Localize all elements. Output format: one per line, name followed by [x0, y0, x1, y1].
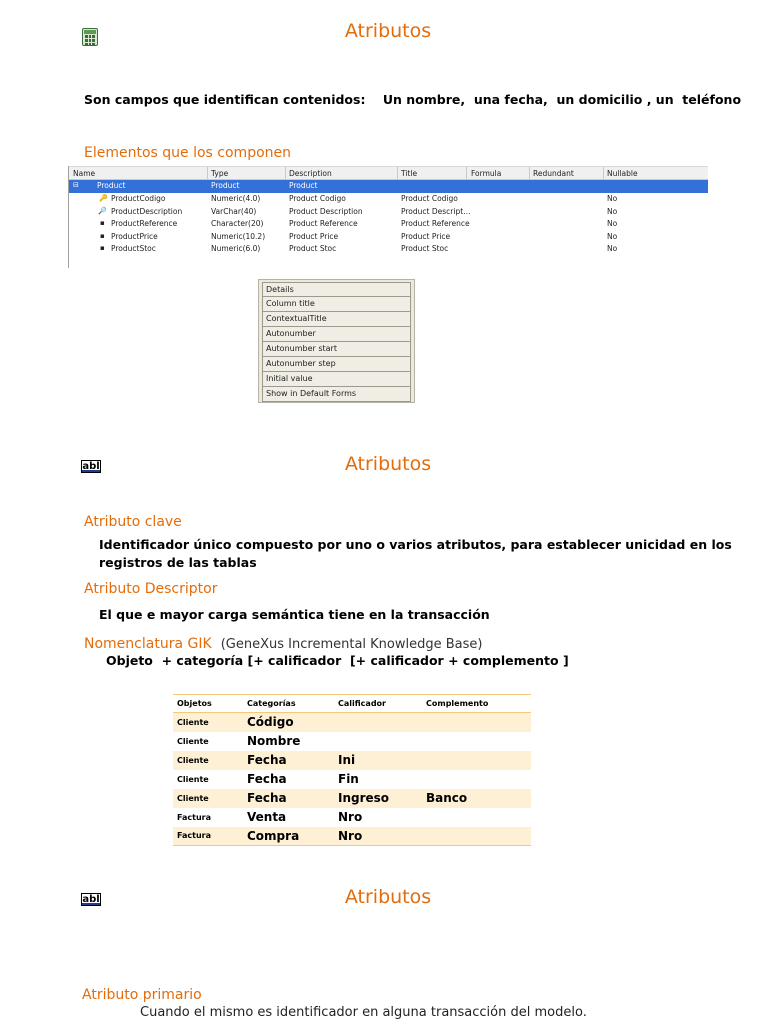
nomenclature-heading: Nomenclatura GIK [84, 636, 212, 652]
section2-title: Atributos [344, 453, 432, 475]
column-header-redundant[interactable]: Redundant [533, 169, 574, 178]
cell-objeto: Cliente [177, 736, 209, 746]
cell-name: ProductReference [111, 219, 178, 228]
table-header-complemento: Complemento [422, 695, 531, 713]
column-header-type[interactable]: Type [211, 169, 229, 178]
search-icon: 🔎 [98, 206, 107, 215]
details-menu [258, 279, 415, 403]
intro-text: Son campos que identifican contenidos: Un nombre, una fecha, un domicilio , un teléfono [84, 92, 742, 107]
cell-nullable: No [607, 206, 618, 216]
cell-nullable: No [607, 231, 618, 241]
cell-complemento [422, 713, 531, 732]
clave-text-1: Identificador único compuesto por uno o varios atributos, para establecer unicidad en los [99, 537, 732, 552]
cell-calificador [334, 713, 422, 732]
grid-row[interactable] [69, 193, 708, 206]
attribute-bullet-icon: ▪ [100, 219, 105, 227]
cell-name: ProductPrice [111, 231, 158, 241]
table-row [173, 770, 531, 789]
column-header-formula[interactable]: Formula [471, 169, 502, 178]
cell-calificador: Nro [338, 810, 363, 824]
cell-categoria: Nombre [247, 734, 301, 748]
clave-text-2: registros de las tablas [99, 555, 257, 570]
cell-description: Product Price [289, 231, 339, 241]
table-row [173, 732, 531, 751]
menu-item-initial-value[interactable]: Initial value [262, 372, 411, 387]
nomenclature-formula: Objeto + categoría [+ calificador [+ calificador + complemento ] [106, 653, 569, 668]
nomenclature-table [173, 694, 531, 846]
cell-title: Product Descript… [401, 206, 471, 216]
clave-heading: Atributo clave [84, 514, 182, 530]
key-icon: 🔑 [99, 194, 108, 202]
cell-objeto: Cliente [173, 789, 243, 808]
cell-complemento [422, 732, 531, 751]
cell-categoria: Código [243, 713, 334, 732]
cell-type: VarChar(40) [211, 206, 257, 216]
descriptor-heading: Atributo Descriptor [84, 581, 218, 597]
cell-description: Product Codigo [289, 194, 346, 203]
cell-complemento [422, 827, 531, 846]
column-header-name[interactable]: Name [73, 169, 96, 178]
cell-calificador [334, 732, 422, 751]
cell-complemento: Banco [422, 789, 531, 808]
cell-objeto: Factura [173, 827, 243, 846]
cell-calificador: Nro [334, 827, 422, 846]
cell-calificador: Fin [338, 772, 359, 786]
grid-row[interactable] [69, 206, 708, 219]
menu-item-details[interactable]: Details [262, 282, 411, 297]
menu-item-show-in-default-forms[interactable]: Show in Default Forms [262, 387, 411, 402]
cell-categoria: Fecha [247, 772, 287, 786]
table-row [173, 751, 531, 770]
primario-heading: Atributo primario [82, 987, 202, 1003]
cell-categoria: Compra [243, 827, 334, 846]
cell-title: Product Codigo [401, 194, 458, 203]
section3-title: Atributos [344, 886, 432, 908]
menu-item-column-title[interactable]: Column title [262, 297, 411, 312]
cell-name: ProductCodigo [111, 194, 166, 203]
cell-description: Product Description [289, 206, 363, 216]
cell-name: Product [97, 181, 126, 190]
cell-objeto: Factura [177, 812, 211, 822]
table-row [173, 827, 531, 846]
cell-nullable: No [607, 244, 618, 253]
table-header-objetos: Objetos [173, 695, 243, 713]
cell-objeto: Cliente [173, 751, 243, 770]
grid-row[interactable] [69, 218, 708, 231]
cell-description: Product Reference [289, 219, 358, 228]
cell-calificador: Ingreso [334, 789, 422, 808]
cell-categoria: Fecha [243, 789, 334, 808]
cell-name: ProductStoc [111, 244, 156, 253]
cell-complemento [422, 751, 531, 770]
cell-description: Product Stoc [289, 244, 337, 253]
cell-categoria: Venta [247, 810, 287, 824]
column-header-description[interactable]: Description [289, 169, 332, 178]
abl-icon: abl [82, 461, 100, 472]
cell-type: Character(20) [211, 219, 264, 228]
menu-item-contextual-title[interactable]: ContextualTitle [262, 312, 411, 327]
cell-type: Numeric(4.0) [211, 194, 261, 203]
section1-title: Atributos [344, 20, 432, 42]
cell-categoria: Fecha [243, 751, 334, 770]
cell-type: Product [211, 181, 240, 190]
grid-row[interactable] [69, 243, 708, 256]
menu-item-autonumber-start[interactable]: Autonumber start [262, 342, 411, 357]
attribute-bullet-icon: ▪ [100, 244, 105, 252]
column-header-nullable[interactable]: Nullable [607, 169, 638, 178]
cell-calificador: Ini [334, 751, 422, 770]
table-row [173, 808, 531, 827]
cell-objeto: Cliente [173, 713, 243, 732]
cell-nullable: No [607, 194, 618, 203]
column-header-title[interactable]: Title [401, 169, 418, 178]
descriptor-text: El que e mayor carga semántica tiene en la transacción [99, 607, 490, 622]
cell-name: ProductDescription [111, 206, 183, 216]
table-row [173, 789, 531, 808]
attribute-bullet-icon: ▪ [100, 231, 105, 240]
cell-complemento [422, 770, 531, 789]
primario-text: Cuando el mismo es identificador en alguna transacción del modelo. [140, 1005, 587, 1020]
nomenclature-line [84, 633, 482, 652]
grid-header [69, 166, 708, 180]
table-header-categorias: Categorías [243, 695, 334, 713]
nomenclature-subtitle: (GeneXus Incremental Knowledge Base) [220, 637, 483, 652]
menu-item-autonumber-step[interactable]: Autonumber step [262, 357, 411, 372]
cell-title: Product Price [401, 231, 451, 241]
collapse-icon[interactable]: ⊟ [73, 181, 79, 189]
cell-nullable: No [607, 219, 618, 228]
cell-type: Numeric(10.2) [211, 231, 266, 241]
cell-description: Product [289, 181, 318, 190]
cell-complemento [422, 808, 531, 827]
grid-row-product[interactable] [69, 180, 708, 193]
elements-heading: Elementos que los componen [84, 145, 292, 161]
attribute-grid [68, 166, 708, 268]
cell-type: Numeric(6.0) [211, 244, 261, 253]
abl-icon: abl [82, 894, 100, 905]
table-header-calificador: Calificador [334, 695, 422, 713]
table-row [173, 713, 531, 732]
grid-row[interactable] [69, 231, 708, 244]
menu-item-autonumber[interactable]: Autonumber [262, 327, 411, 342]
cell-objeto: Cliente [177, 774, 209, 784]
cell-title: Product Reference [401, 219, 470, 228]
cell-title: Product Stoc [401, 244, 449, 253]
